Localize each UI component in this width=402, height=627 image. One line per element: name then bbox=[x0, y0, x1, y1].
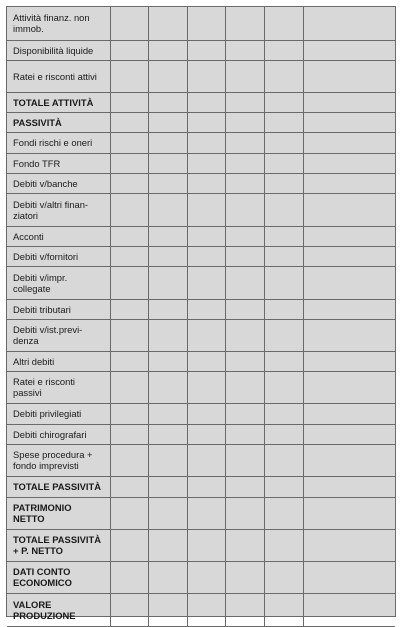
value-cell[interactable] bbox=[148, 319, 187, 351]
value-cell[interactable] bbox=[264, 132, 303, 153]
value-cell[interactable] bbox=[225, 299, 264, 319]
value-cell[interactable] bbox=[303, 476, 395, 497]
balance-sheet-form bbox=[6, 6, 396, 621]
value-cell[interactable] bbox=[303, 226, 395, 246]
value-cell[interactable] bbox=[148, 92, 187, 112]
value-cell[interactable] bbox=[187, 173, 225, 193]
row-label: Fondi rischi e oneri bbox=[7, 132, 110, 153]
value-cell[interactable] bbox=[187, 266, 225, 299]
value-cell[interactable] bbox=[225, 371, 264, 403]
table-row bbox=[7, 226, 395, 246]
row-label: TOTALE PASSIVITÀ bbox=[7, 476, 110, 497]
value-cell[interactable] bbox=[303, 529, 395, 561]
value-cell[interactable] bbox=[225, 92, 264, 112]
value-cell[interactable] bbox=[110, 193, 148, 226]
value-cell[interactable] bbox=[148, 497, 187, 529]
table-row bbox=[7, 299, 395, 319]
value-cell[interactable] bbox=[187, 153, 225, 173]
value-cell[interactable] bbox=[225, 319, 264, 351]
value-cell[interactable] bbox=[225, 226, 264, 246]
value-cell[interactable] bbox=[303, 92, 395, 112]
value-cell[interactable] bbox=[225, 173, 264, 193]
value-cell[interactable] bbox=[225, 476, 264, 497]
value-cell[interactable] bbox=[148, 266, 187, 299]
value-cell[interactable] bbox=[110, 60, 148, 92]
value-cell[interactable] bbox=[225, 7, 264, 40]
value-cell[interactable] bbox=[187, 60, 225, 92]
value-cell[interactable] bbox=[225, 193, 264, 226]
value-cell[interactable] bbox=[110, 371, 148, 403]
table-row bbox=[7, 403, 395, 424]
row-label: Debiti v/banche bbox=[7, 173, 110, 193]
value-cell[interactable] bbox=[264, 371, 303, 403]
value-cell[interactable] bbox=[148, 60, 187, 92]
value-cell[interactable] bbox=[225, 112, 264, 132]
value-cell[interactable] bbox=[303, 444, 395, 476]
value-cell[interactable] bbox=[187, 424, 225, 444]
table-row bbox=[7, 444, 395, 476]
table-row bbox=[7, 7, 395, 40]
value-cell[interactable] bbox=[148, 40, 187, 60]
value-cell[interactable] bbox=[264, 424, 303, 444]
value-cell[interactable] bbox=[303, 246, 395, 266]
value-cell[interactable] bbox=[110, 529, 148, 561]
row-label: Ratei e risconti passivi bbox=[7, 371, 110, 403]
row-label: Fondo TFR bbox=[7, 153, 110, 173]
value-cell[interactable] bbox=[187, 226, 225, 246]
value-cell[interactable] bbox=[264, 40, 303, 60]
value-cell[interactable] bbox=[225, 266, 264, 299]
table-row bbox=[7, 60, 395, 92]
row-label: Debiti tributari bbox=[7, 299, 110, 319]
value-cell[interactable] bbox=[110, 246, 148, 266]
row-label: Ratei e risconti attivi bbox=[7, 60, 110, 92]
row-label: Debiti chirografari bbox=[7, 424, 110, 444]
value-cell[interactable] bbox=[303, 132, 395, 153]
value-cell[interactable] bbox=[303, 266, 395, 299]
value-cell[interactable] bbox=[264, 173, 303, 193]
value-cell[interactable] bbox=[110, 593, 148, 626]
table-row bbox=[7, 193, 395, 226]
value-cell[interactable] bbox=[187, 529, 225, 561]
row-label: DATI CONTO ECONOMICO bbox=[7, 561, 110, 593]
value-cell[interactable] bbox=[148, 424, 187, 444]
value-cell[interactable] bbox=[303, 319, 395, 351]
value-cell[interactable] bbox=[303, 424, 395, 444]
value-cell[interactable] bbox=[110, 561, 148, 593]
value-cell[interactable] bbox=[264, 266, 303, 299]
value-cell[interactable] bbox=[303, 299, 395, 319]
value-cell[interactable] bbox=[110, 226, 148, 246]
value-cell[interactable] bbox=[303, 193, 395, 226]
value-cell[interactable] bbox=[225, 40, 264, 60]
value-cell[interactable] bbox=[110, 476, 148, 497]
value-cell[interactable] bbox=[303, 7, 395, 40]
value-cell[interactable] bbox=[264, 351, 303, 371]
value-cell[interactable] bbox=[110, 424, 148, 444]
row-label: TOTALE PASSIVITÀ + P. NETTO bbox=[7, 529, 110, 561]
value-cell[interactable] bbox=[148, 246, 187, 266]
value-cell[interactable] bbox=[264, 153, 303, 173]
value-cell[interactable] bbox=[187, 561, 225, 593]
value-cell[interactable] bbox=[187, 299, 225, 319]
value-cell[interactable] bbox=[225, 403, 264, 424]
row-label: Debiti v/fornitori bbox=[7, 246, 110, 266]
value-cell[interactable] bbox=[148, 153, 187, 173]
value-cell[interactable] bbox=[148, 403, 187, 424]
row-label: Disponibilità liquide bbox=[7, 40, 110, 60]
value-cell[interactable] bbox=[110, 319, 148, 351]
table-row bbox=[7, 92, 395, 112]
value-cell[interactable] bbox=[264, 444, 303, 476]
value-cell[interactable] bbox=[303, 593, 395, 626]
value-cell[interactable] bbox=[225, 593, 264, 626]
table-row bbox=[7, 173, 395, 193]
value-cell[interactable] bbox=[148, 7, 187, 40]
value-cell[interactable] bbox=[225, 153, 264, 173]
value-cell[interactable] bbox=[110, 7, 148, 40]
value-cell[interactable] bbox=[187, 193, 225, 226]
value-cell[interactable] bbox=[225, 497, 264, 529]
value-cell[interactable] bbox=[225, 246, 264, 266]
row-label: Debiti v/impr. collegate bbox=[7, 266, 110, 299]
row-label: Debiti privilegiati bbox=[7, 403, 110, 424]
value-cell[interactable] bbox=[148, 444, 187, 476]
value-cell[interactable] bbox=[110, 40, 148, 60]
value-cell[interactable] bbox=[148, 351, 187, 371]
value-cell[interactable] bbox=[148, 371, 187, 403]
value-cell[interactable] bbox=[187, 7, 225, 40]
table-row bbox=[7, 529, 395, 561]
value-cell[interactable] bbox=[148, 476, 187, 497]
value-cell[interactable] bbox=[148, 226, 187, 246]
balance-sheet-table bbox=[7, 7, 395, 627]
value-cell[interactable] bbox=[110, 299, 148, 319]
value-cell[interactable] bbox=[187, 92, 225, 112]
value-cell[interactable] bbox=[264, 476, 303, 497]
value-cell[interactable] bbox=[303, 561, 395, 593]
value-cell[interactable] bbox=[187, 497, 225, 529]
value-cell[interactable] bbox=[303, 40, 395, 60]
value-cell[interactable] bbox=[225, 351, 264, 371]
value-cell[interactable] bbox=[110, 497, 148, 529]
row-label: Debiti v/altri finan-ziatori bbox=[7, 193, 110, 226]
row-label: VALORE PRODUZIONE bbox=[7, 593, 110, 626]
value-cell[interactable] bbox=[264, 561, 303, 593]
value-cell[interactable] bbox=[225, 561, 264, 593]
value-cell[interactable] bbox=[187, 351, 225, 371]
value-cell[interactable] bbox=[187, 403, 225, 424]
value-cell[interactable] bbox=[187, 112, 225, 132]
row-label: Altri debiti bbox=[7, 351, 110, 371]
table-row bbox=[7, 351, 395, 371]
value-cell[interactable] bbox=[148, 593, 187, 626]
row-label: PATRIMONIO NETTO bbox=[7, 497, 110, 529]
table-row bbox=[7, 266, 395, 299]
value-cell[interactable] bbox=[303, 371, 395, 403]
table-row bbox=[7, 246, 395, 266]
value-cell[interactable] bbox=[264, 529, 303, 561]
value-cell[interactable] bbox=[225, 529, 264, 561]
value-cell[interactable] bbox=[187, 132, 225, 153]
value-cell[interactable] bbox=[148, 193, 187, 226]
value-cell[interactable] bbox=[110, 266, 148, 299]
table-row bbox=[7, 371, 395, 403]
value-cell[interactable] bbox=[187, 593, 225, 626]
value-cell[interactable] bbox=[225, 424, 264, 444]
row-label: Attività finanz. non immob. bbox=[7, 7, 110, 40]
value-cell[interactable] bbox=[264, 299, 303, 319]
value-cell[interactable] bbox=[187, 444, 225, 476]
value-cell[interactable] bbox=[225, 132, 264, 153]
value-cell[interactable] bbox=[303, 153, 395, 173]
row-label: PASSIVITÀ bbox=[7, 112, 110, 132]
value-cell[interactable] bbox=[264, 403, 303, 424]
value-cell[interactable] bbox=[303, 173, 395, 193]
value-cell[interactable] bbox=[110, 173, 148, 193]
table-row bbox=[7, 593, 395, 626]
value-cell[interactable] bbox=[187, 371, 225, 403]
table-row bbox=[7, 476, 395, 497]
value-cell[interactable] bbox=[264, 112, 303, 132]
table-row bbox=[7, 112, 395, 132]
value-cell[interactable] bbox=[110, 112, 148, 132]
value-cell[interactable] bbox=[303, 351, 395, 371]
value-cell[interactable] bbox=[264, 497, 303, 529]
table-row bbox=[7, 424, 395, 444]
value-cell[interactable] bbox=[264, 226, 303, 246]
value-cell[interactable] bbox=[110, 92, 148, 112]
value-cell[interactable] bbox=[303, 112, 395, 132]
value-cell[interactable] bbox=[148, 112, 187, 132]
value-cell[interactable] bbox=[187, 246, 225, 266]
value-cell[interactable] bbox=[148, 299, 187, 319]
value-cell[interactable] bbox=[148, 173, 187, 193]
value-cell[interactable] bbox=[110, 132, 148, 153]
table-row bbox=[7, 40, 395, 60]
value-cell[interactable] bbox=[264, 246, 303, 266]
value-cell[interactable] bbox=[148, 561, 187, 593]
table-row bbox=[7, 497, 395, 529]
table-row bbox=[7, 561, 395, 593]
value-cell[interactable] bbox=[110, 403, 148, 424]
value-cell[interactable] bbox=[303, 60, 395, 92]
value-cell[interactable] bbox=[187, 40, 225, 60]
value-cell[interactable] bbox=[148, 132, 187, 153]
value-cell[interactable] bbox=[264, 319, 303, 351]
table-row bbox=[7, 132, 395, 153]
table-row bbox=[7, 319, 395, 351]
value-cell[interactable] bbox=[187, 319, 225, 351]
value-cell[interactable] bbox=[110, 153, 148, 173]
value-cell[interactable] bbox=[303, 403, 395, 424]
value-cell[interactable] bbox=[187, 476, 225, 497]
value-cell[interactable] bbox=[225, 60, 264, 92]
value-cell[interactable] bbox=[264, 593, 303, 626]
value-cell[interactable] bbox=[264, 60, 303, 92]
value-cell[interactable] bbox=[148, 529, 187, 561]
table-row bbox=[7, 153, 395, 173]
value-cell[interactable] bbox=[110, 444, 148, 476]
row-label: TOTALE ATTIVITÀ bbox=[7, 92, 110, 112]
row-label: Spese procedura + fondo imprevisti bbox=[7, 444, 110, 476]
row-label: Debiti v/ist.previ-denza bbox=[7, 319, 110, 351]
row-label: Acconti bbox=[7, 226, 110, 246]
value-cell[interactable] bbox=[264, 193, 303, 226]
value-cell[interactable] bbox=[225, 444, 264, 476]
value-cell[interactable] bbox=[264, 92, 303, 112]
value-cell[interactable] bbox=[303, 497, 395, 529]
value-cell[interactable] bbox=[264, 7, 303, 40]
value-cell[interactable] bbox=[110, 351, 148, 371]
